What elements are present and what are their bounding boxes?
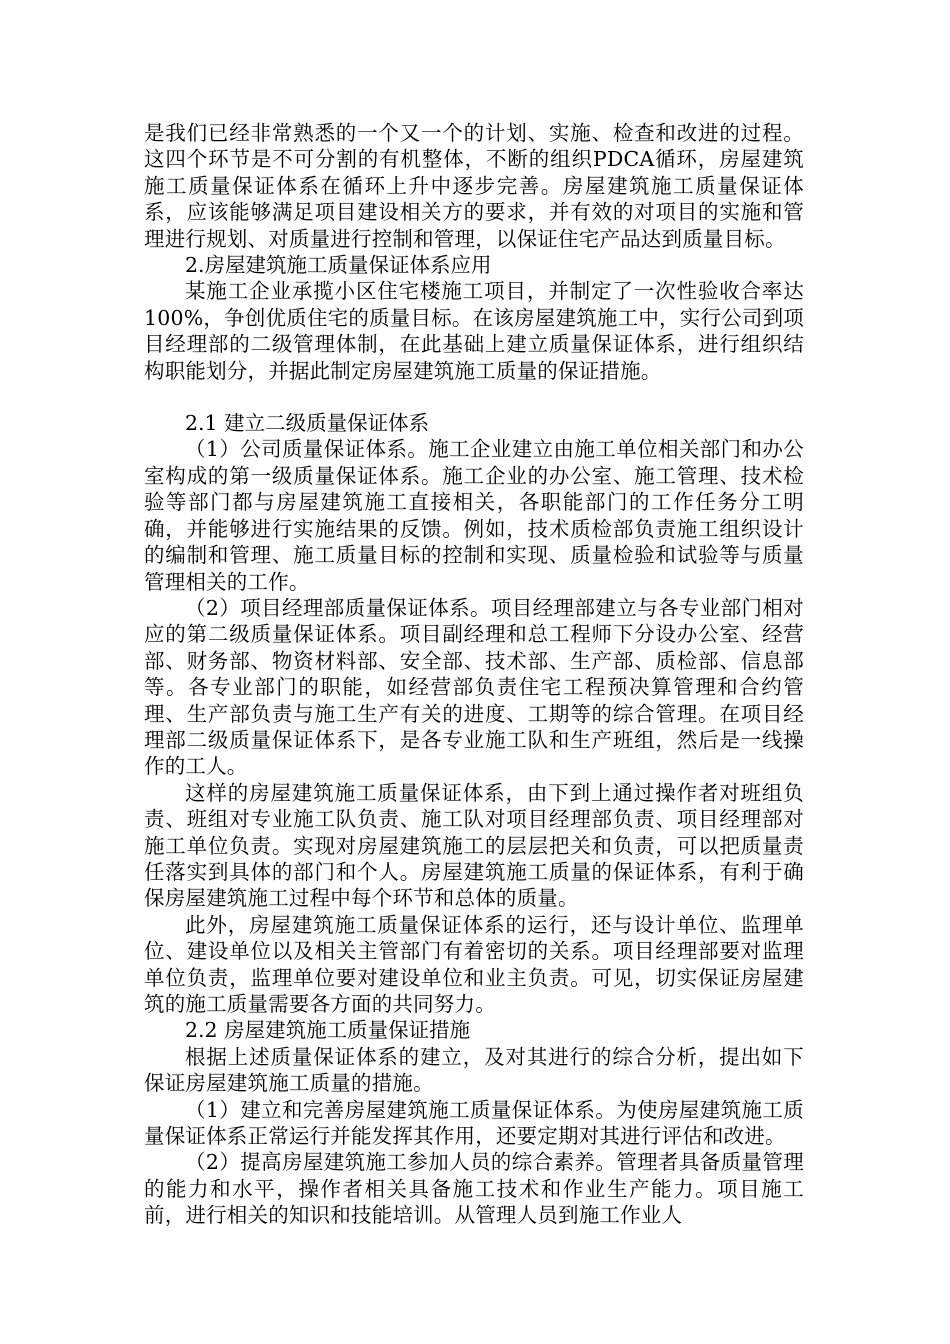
- document-page: [144, 120, 804, 1229]
- paragraph-external-parties: 此外，房屋建筑施工质量保证体系的运行，还与设计单位、监理单位、建设单位以及相关主管部门有着密切的关系。项目经理部要对监理单位负责，监理单位要对建设单位和业主负责。可见，切实保证房屋建筑的施工质量需要各方面的共同努力。: [144, 912, 804, 1016]
- paragraph-responsibility-chain: 这样的房屋建筑施工质量保证体系，由下到上通过操作者对班组负责、班组对专业施工队负责、施工队对项目经理部负责、项目经理部对施工单位负责。实现对房屋建筑施工的层层把关和负责，可以把质量责任落实到具体的部门和个人。房屋建筑施工质量的保证体系，有利于确保房屋建筑施工过程中每个环节和总体的质量。: [144, 780, 804, 911]
- section-heading-2: 2.房屋建筑施工质量保证体系应用: [185, 253, 492, 278]
- section-heading-2-2: 2.2 房屋建筑施工质量保证措施: [185, 1018, 471, 1043]
- paragraph-project-dept-system: （2）项目经理部质量保证体系。项目经理部建立与各专业部门相对应的第二级质量保证体系。项目副经理和总工程师下分设办公室、经营部、财务部、物资材料部、安全部、技术部、生产部、质检部、信息部等。各专业部门的职能，如经营部负责住宅工程预决算管理和合约管理、生产部负责与施工生产有关的进度、工期等的综合管理。在项目经理部二级质量保证体系下，是各专业施工队和生产班组，然后是一线操作的工人。: [144, 595, 804, 779]
- paragraph-project-intro: 某施工企业承揽小区住宅楼施工项目，并制定了一次性验收合率达100%，争创优质住宅的质量目标。在该房屋建筑施工中，实行公司到项目经理部的二级管理体制，在此基础上建立质量保证体系，进行组织结构职能划分，并据此制定房屋建筑施工质量的保证措施。: [144, 279, 804, 383]
- paragraph-gap: [144, 384, 804, 410]
- paragraph-pdca: 是我们已经非常熟悉的一个又一个的计划、实施、检查和改进的过程。这四个环节是不可分割的有机整体，不断的组织PDCA循环，房屋建筑施工质量保证体系在循环上升中逐步完善。房屋建筑施工质量保证体系，应该能够满足项目建设相关方的要求，并有效的对项目的实施和管理进行规划、对质量进行控制和管理，以保证住宅产品达到质量目标。: [144, 121, 804, 251]
- section-heading-2-1: 2.1 建立二级质量保证体系: [185, 411, 430, 436]
- paragraph-measures-intro: 根据上述质量保证体系的建立，及对其进行的综合分析，提出如下保证房屋建筑施工质量的措施。: [144, 1044, 804, 1096]
- paragraph-company-system: （1）公司质量保证体系。施工企业建立由施工单位相关部门和办公室构成的第一级质量保证体系。施工企业的办公室、施工管理、技术检验等部门都与房屋建筑施工直接相关，各职能部门的工作任务分工明确，并能够进行实施结果的反馈。例如，技术质检部负责施工组织设计的编制和管理、施工质量目标的控制和实现、质量检验和试验等与质量管理相关的工作。: [144, 437, 804, 594]
- paragraph-measure-1: （1）建立和完善房屋建筑施工质量保证体系。为使房屋建筑施工质量保证体系正常运行并能发挥其作用，还要定期对其进行评估和改进。: [144, 1097, 804, 1149]
- paragraph-measure-2: （2）提高房屋建筑施工参加人员的综合素养。管理者具备质量管理的能力和水平，操作者相关具备施工技术和作业生产能力。项目施工前，进行相关的知识和技能培训。从管理人员到施工作业人: [144, 1150, 804, 1228]
